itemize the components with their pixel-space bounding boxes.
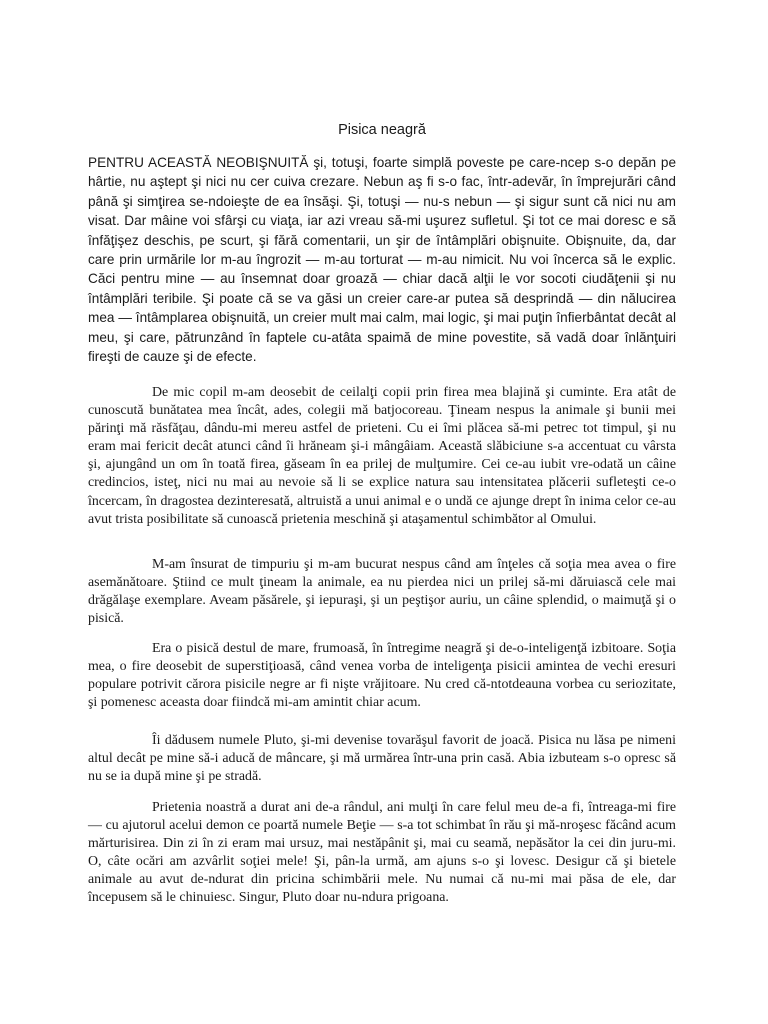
body-paragraph-4: Îi dădusem numele Pluto, şi-mi devenise tovarăşul favorit de joacă. Pisica nu lăsa pe nimeni altul decât pe mine să-i aducă de mâncare, şi mă urmărea într-una prin casă. Abia izbuteam s-o opresc să nu se ia după mine şi pe stradă. bbox=[88, 733, 676, 785]
body-paragraph-1: De mic copil m-am deosebit de ceilalţi copii prin firea mea blajină şi cuminte. Era atât de cunoscută bunătatea mea încât, ades, colegii mă batjocoreau. Ţineam nespus la animale şi bunii mei părinţi mă răsfăţau, dându-mi mereu astfel de prieteni. Cu ei îmi plăcea să-mi petrec tot timpul, şi nu eram mai fericit decât atunci când îi hrăneam şi-i mângâiam. Această slăbiciune s-a accentuat cu vârsta şi, ajungând un om în toată firea, găseam în ea prilej de mulţumire. Cei ce-au iubit vre-odată un câine credincios, isteţ, nici nu mai au nevoie să li se explice natura sau intensitatea plăcerii sufleteşti ce-o încercam, în dragostea dezinteresată, altruistă a unui animal e o undă ce ajunge drept în inima celor ce-au avut trista posibilitate să cunoască prietenia meschină şi ataşamentul schimbător al Omului. bbox=[88, 385, 676, 527]
body-paragraph-3: Era o pisică destul de mare, frumoasă, în întregime neagră şi de-o-inteligenţă izbitoare. Soţia mea, o fire deosebit de superstiţioasă, când venea vorba de inteligenţa pisicii amintea de vechi eresuri populare potrivit cărora pisicile negre ar fi nişte vrăjitoare. Nu cred că-ntotdeauna vorbea cu seriozitate, şi pomenesc aceasta doar fiindcă mi-am amintit chiar acum. bbox=[88, 641, 676, 711]
intro-paragraph: PENTRU ACEASTĂ NEOBIŞNUITĂ şi, totuşi, foarte simplă poveste pe care-ncep s-o depăn pe hârtie, nu aştept şi nici nu cer cuiva crezare. Nebun aş fi s-o fac, într-adevăr, în împrejurări când până şi simţirea se-ndoieşte de ea însăşi. Şi, totuşi — nu-s nebun — şi sigur sunt că nici nu am visat. Dar mâine voi sfârşi cu viaţa, iar azi vreau să-mi uşurez sufletul. Şi tot ce mai doresc e să înfăţişez deschis, pe scurt, şi fără comentarii, un şir de întâmplări obişnuite. Obişnuite, da, dar care prin urmările lor m-au îngrozit — m-au torturat — m-au nimicit. Nu voi încerca să le explic. Căci pentru mine — au însemnat doar groază — chiar dacă alţii le vor socoti ciudăţenii şi nu întâmplări teribile. Şi poate că se va găsi un creier care-ar putea să desprindă — din nălucirea mea — întâmplarea obişnuită, un creier mult mai calm, mai logic, şi mai puţin înfierbântat decât al meu, şi care, pătrunzând în faptele cu-atâta spaimă de mine povestite, să vadă doar înlănţuiri fireşti de cauze şi de efecte. bbox=[88, 155, 676, 365]
body-paragraph-2: M-am însurat de timpuriu şi m-am bucurat nespus când am înţeles că soţia mea avea o fire asemănătoare. Ştiind ce mult ţineam la animale, ea nu pierdea nici un prilej să-mi dăruiască cele mai drăgălaşe exemplare. Aveam păsărele, şi iepuraşi, şi un peştişor auriu, un câine splendid, o maimuţă şi o pisică. bbox=[88, 557, 676, 627]
body-paragraph-5: Prietenia noastră a durat ani de-a rândul, ani mulţi în care felul meu de-a fi, întreaga-mi fire — cu ajutorul acelui demon ce poartă numele Beţie — s-a tot schimbat în rău şi mă-nroşesc făcând acum mărturisirea. Din zi în zi eram mai ursuz, mai nestăpânit şi, mai cu seamă, nepăsător la cei din juru-mi. O, câte ocări am azvârlit soţiei mele! Şi, pân-la urmă, am ajuns s-o şi lovesc. Desigur că şi bietele animale au avut de-ndurat din pricina schimbării mele. Nu numai că nu-mi mai păsa de ele, dar începusem să le chinuiesc. Singur, Pluto doar nu-ndura prigoana. bbox=[88, 800, 676, 906]
document-title: Pisica neagră bbox=[338, 122, 426, 138]
